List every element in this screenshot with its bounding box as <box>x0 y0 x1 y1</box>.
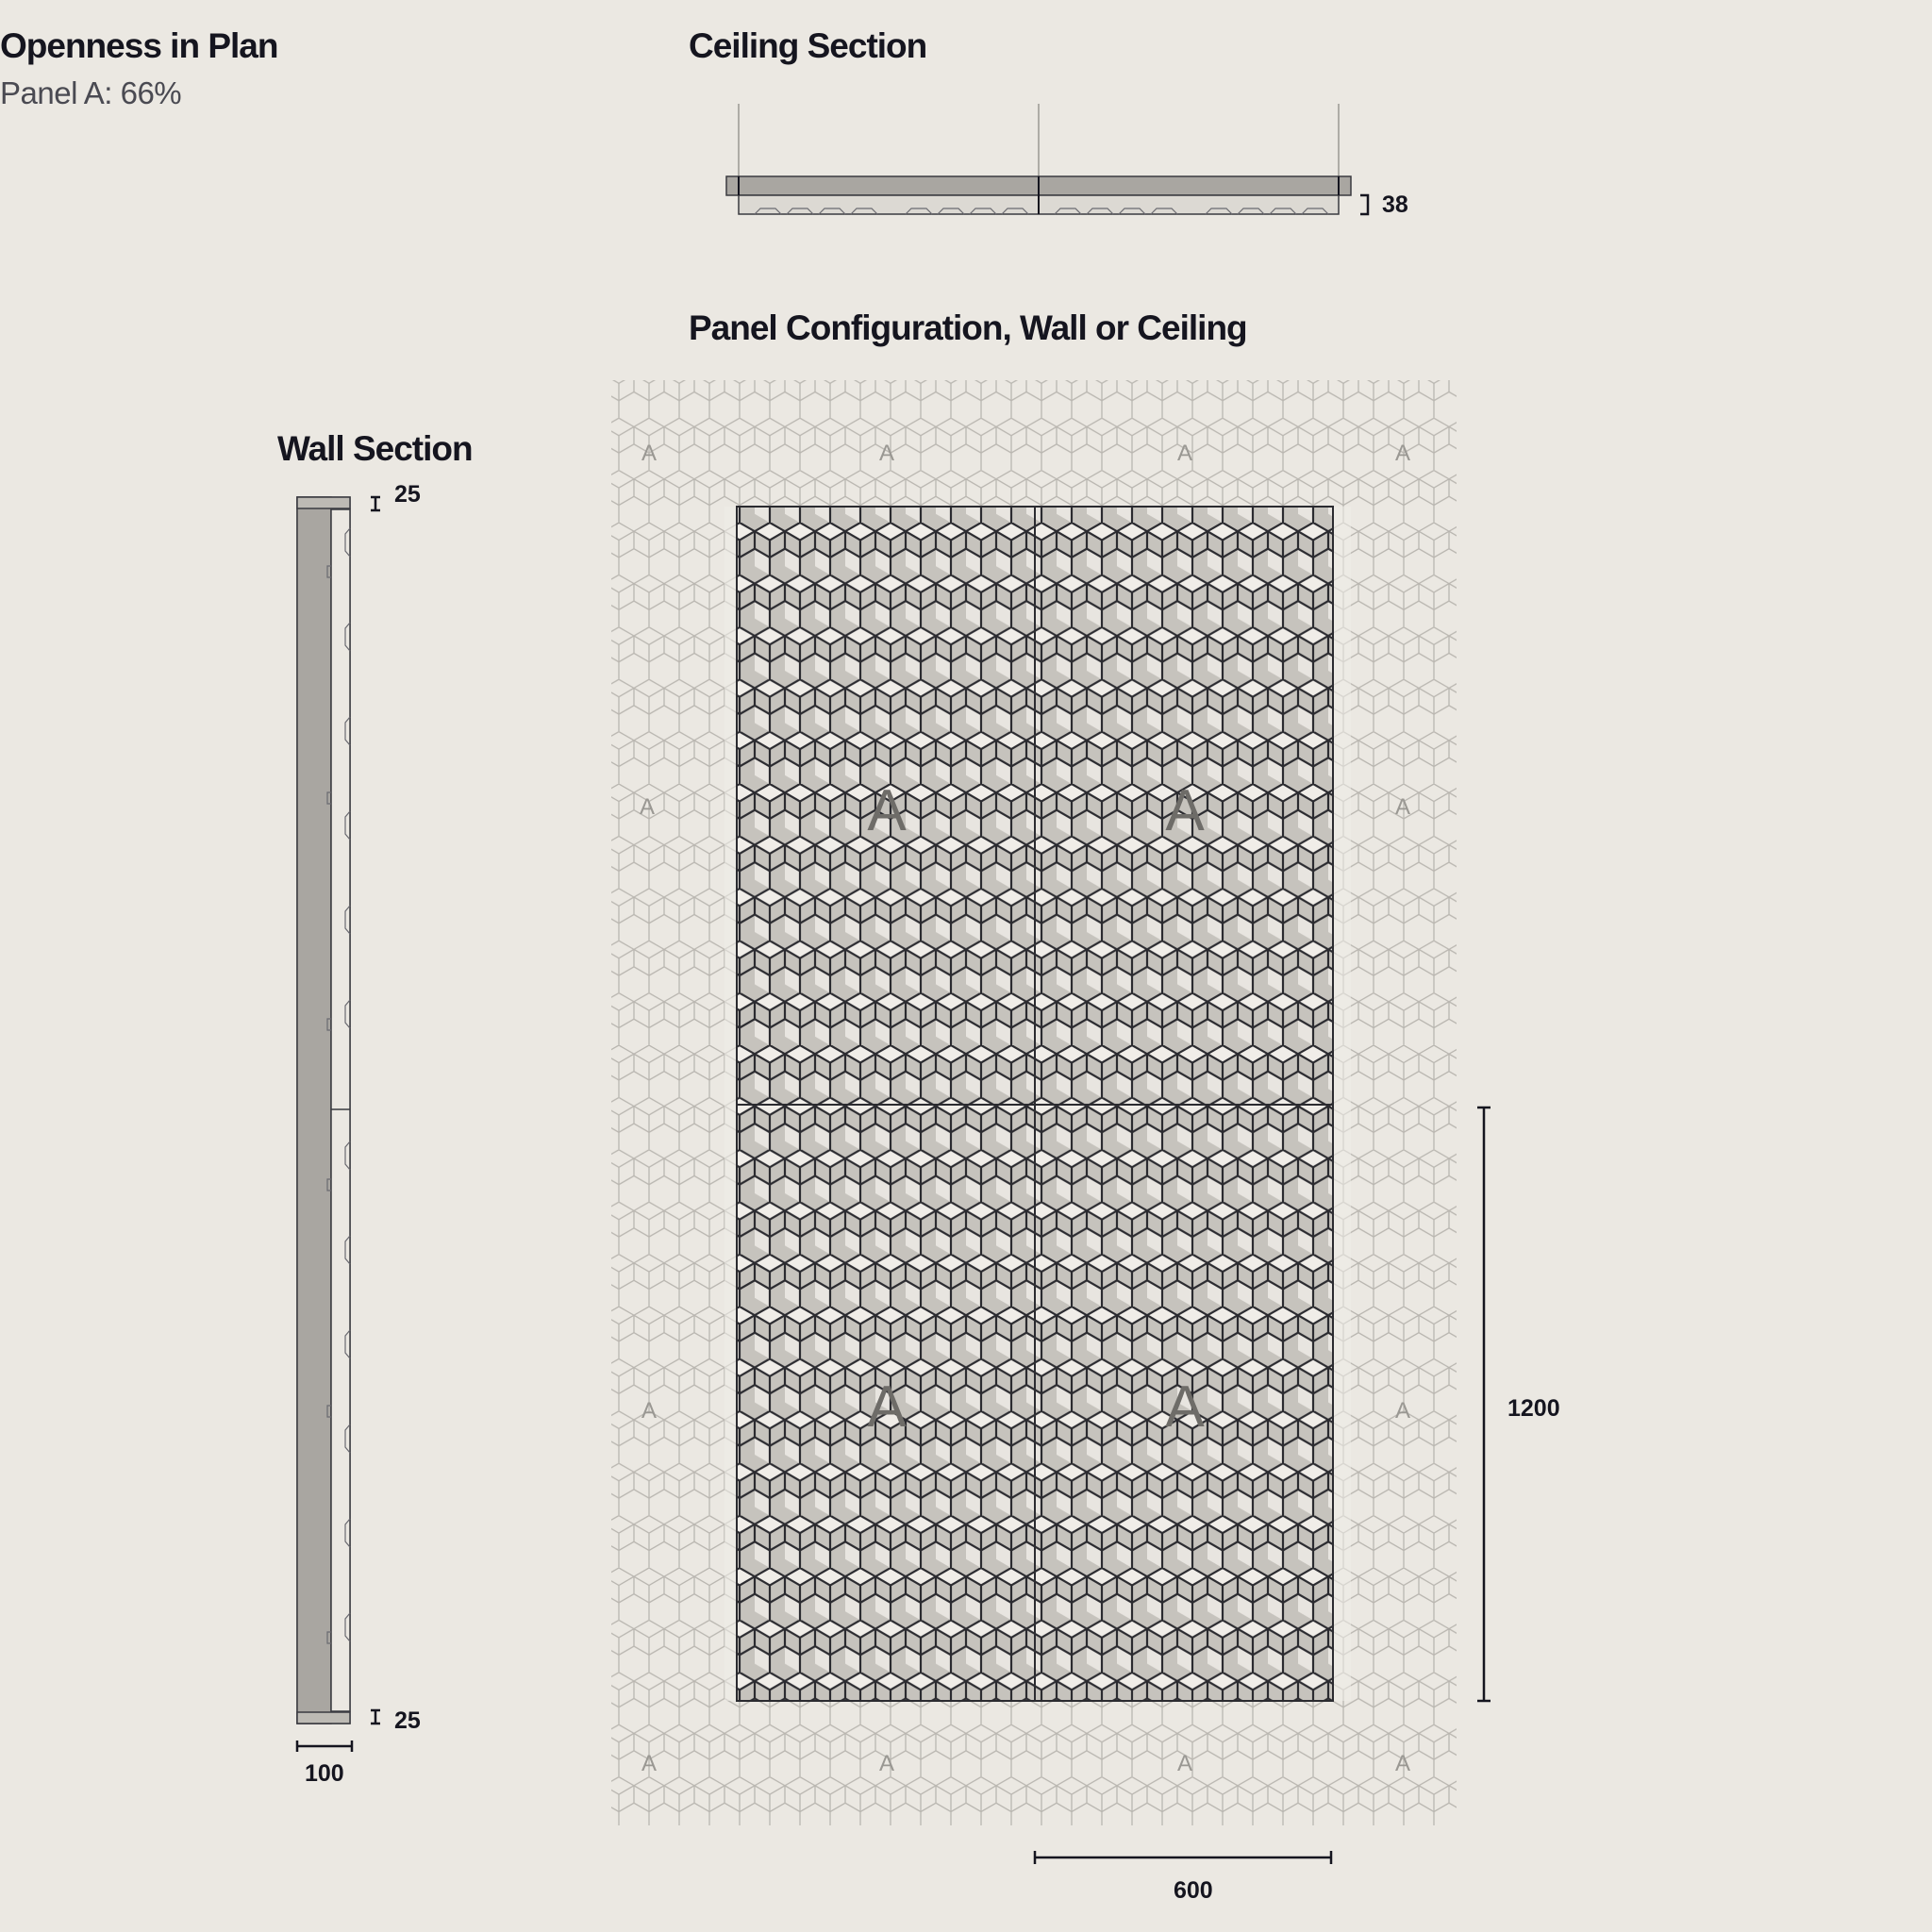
panel-label-ghost: A <box>1394 794 1411 820</box>
panel-label-ghost: A <box>641 441 658 466</box>
openness-title: Openness in Plan <box>0 26 278 65</box>
openness-value: Panel A: 66% <box>0 75 182 110</box>
panel-height-dimension: 1200 <box>1507 1395 1560 1422</box>
panel-label: A <box>867 778 907 843</box>
wall-section-title: Wall Section <box>277 429 473 468</box>
panel-label-ghost: A <box>639 794 656 820</box>
wall-bottom-dimension: 25 <box>394 1707 421 1734</box>
ceiling-section-title: Ceiling Section <box>689 26 927 65</box>
panel-label-ghost: A <box>878 441 895 466</box>
wall-section-drawing <box>297 497 380 1752</box>
panel-label-ghost: A <box>641 1398 658 1424</box>
panel-label-ghost: A <box>641 1751 658 1776</box>
panel-label-ghost: A <box>1394 1398 1411 1424</box>
ceiling-section-drawing <box>726 104 1368 214</box>
panel-label-ghost: A <box>1176 441 1193 466</box>
panel-label-ghost: A <box>878 1751 895 1776</box>
panel-label-ghost: A <box>1394 441 1411 466</box>
panel-configuration-drawing <box>611 380 1491 1864</box>
height-dimension-line <box>1477 1108 1491 1701</box>
panel-configuration-title: Panel Configuration, Wall or Ceiling <box>689 308 1247 347</box>
wall-top-dimension: 25 <box>394 481 421 508</box>
panel-label: A <box>1165 1374 1205 1440</box>
panel-width-dimension: 600 <box>1174 1877 1213 1904</box>
wall-depth-dimension: 100 <box>305 1760 344 1787</box>
panel-label: A <box>1165 778 1205 843</box>
panel-label: A <box>867 1374 907 1440</box>
width-dimension-line <box>1035 1851 1331 1864</box>
ceiling-thickness-dimension: 38 <box>1382 192 1408 218</box>
panel-label-ghost: A <box>1394 1751 1411 1776</box>
panel-label-ghost: A <box>1176 1751 1193 1776</box>
